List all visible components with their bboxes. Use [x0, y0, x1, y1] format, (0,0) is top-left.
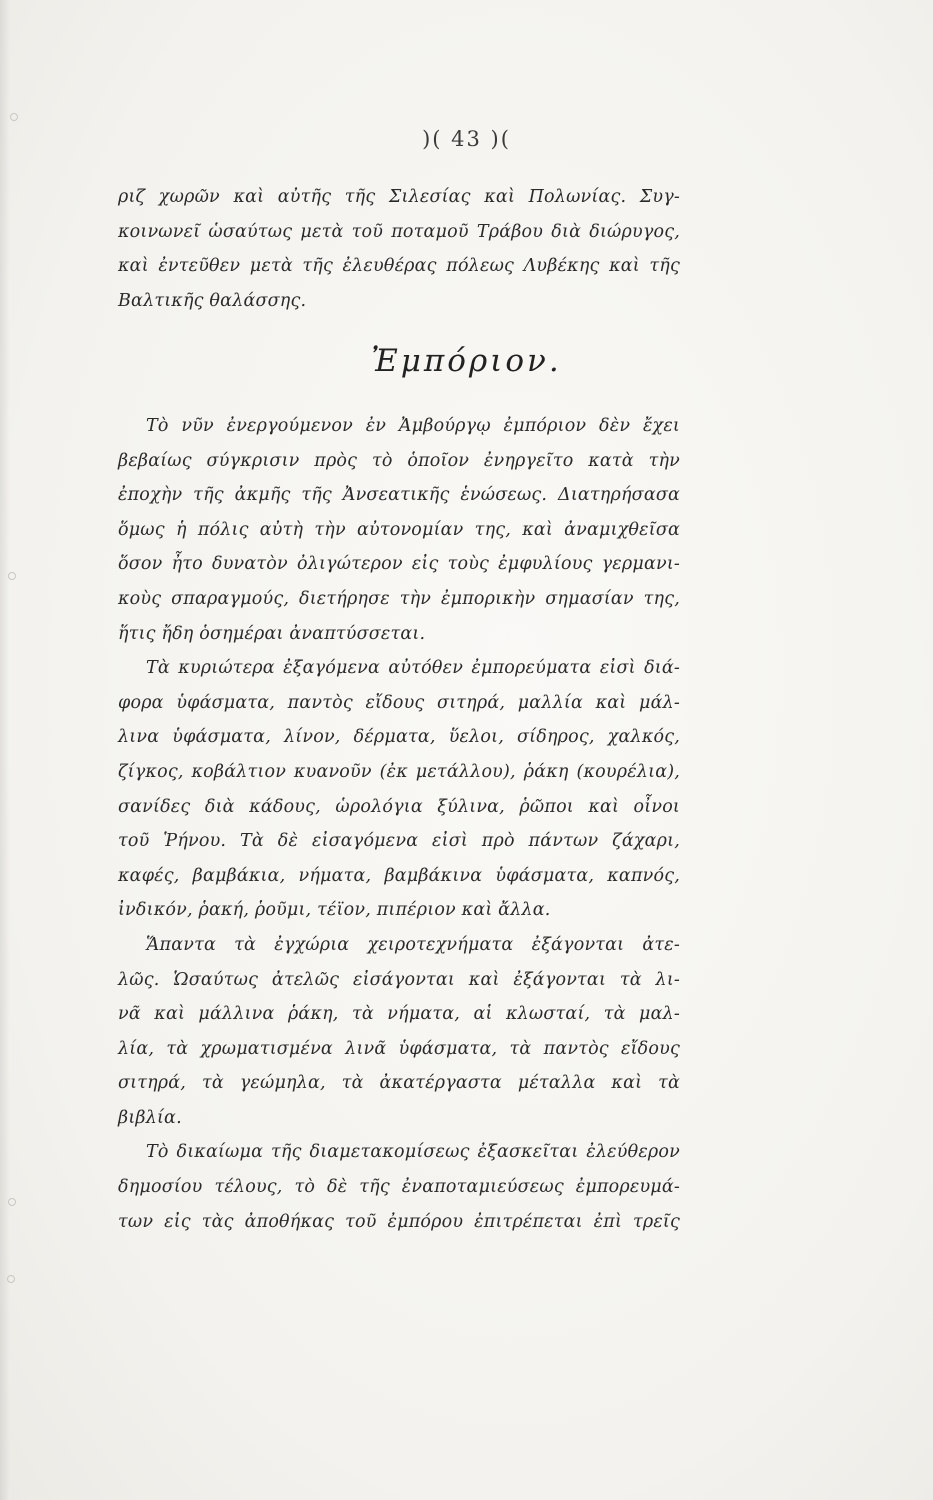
text-line: βιβλία.	[118, 1107, 182, 1128]
binding-hole	[10, 113, 18, 121]
text-line: ἐποχὴν τῆς ἀκμῆς τῆς Ἀνσεατικῆς ἑνώσεως. Διατηρήσασα	[118, 485, 680, 506]
text-line: ἥτις ἤδη ὁσημέραι ἀναπτύσσεται.	[118, 623, 426, 644]
text-line: λία, τὰ χρωματισμένα λινᾶ ὑφάσματα, τὰ παντὸς εἴδους	[118, 1038, 680, 1059]
paragraph-commerce	[118, 409, 680, 1239]
text-line: των εἰς τὰς ἀποθήκας τοῦ ἐμπόρου ἐπιτρέπεται ἐπὶ τρεῖς	[118, 1211, 680, 1232]
page-number: )( 43 )(	[422, 127, 511, 151]
text-line: φορα ὑφάσματα, παντὸς εἴδους σιτηρά, μαλλία καὶ μάλ-	[118, 692, 680, 713]
text-line: βεβαίως σύγκρισιν πρὸς τὸ ὁποῖον ἐνηργεῖτο κατὰ τὴν	[118, 450, 680, 471]
text-line: κοινωνεῖ ὡσαύτως μετὰ τοῦ ποταμοῦ Τράβου διὰ διώρυγος,	[118, 221, 680, 242]
text-line: νᾶ καὶ μάλλινα ῥάκη, τὰ νήματα, αἱ κλωσταί, τὰ μαλ-	[118, 1004, 680, 1025]
text-line: δημοσίου τέλους, τὸ δὲ τῆς ἐναποταμιεύσεως ἐμπορευμά-	[118, 1177, 680, 1198]
paragraph-intro	[118, 180, 680, 318]
text-line: ριζ χωρῶν καὶ αὐτῆς τῆς Σιλεσίας καὶ Πολωνίας. Συγ-	[118, 187, 680, 207]
text-line: Τὸ δικαίωμα τῆς διαμετακομίσεως ἐξασκεῖται ἐλεύθερον	[146, 1142, 680, 1163]
binding-hole	[8, 1198, 16, 1206]
text-line: ἰνδικόν, ῥακή, ῥοῦμι, τέϊον, πιπέριον καὶ ἄλλα.	[118, 900, 551, 921]
text-line: Τὰ κυριώτερα ἐξαγόμενα αὐτόθεν ἐμπορεύματα εἰσὶ διά-	[146, 658, 680, 679]
text-line: καφές, βαμβάκια, νήματα, βαμβάκινα ὑφάσματα, καπνός,	[118, 865, 680, 886]
text-line: Βαλτικῆς θαλάσσης.	[118, 290, 307, 311]
text-line: λινα ὑφάσματα, λίνον, δέρματα, ὕελοι, σίδηρος, χαλκός,	[118, 727, 680, 748]
text-line: ὅσον ἦτο δυνατὸν ὀλιγώτερον εἰς τοὺς ἐμφυλίους γερμανι-	[118, 554, 680, 575]
section-heading: Ἐμπόριον.	[371, 343, 562, 379]
text-line: τοῦ Ῥήνου. Τὰ δὲ εἰσαγόμενα εἰσὶ πρὸ πάντων ζάχαρι,	[118, 831, 680, 852]
text-line: ζίγκος, κοβάλτιον κυανοῦν (ἐκ μετάλλου), ῥάκη (κουρέλια),	[118, 761, 680, 782]
text-line: Τὸ νῦν ἐνεργούμενον ἐν Ἀμβούργῳ ἐμπόριον δὲν ἔχει	[146, 416, 680, 436]
text-line: λῶς. Ὡσαύτως ἀτελῶς εἰσάγονται καὶ ἐξάγονται τὰ λι-	[118, 969, 680, 990]
text-line: σιτηρά, τὰ γεώμηλα, τὰ ἀκατέργαστα μέταλλα καὶ τὰ	[118, 1073, 680, 1094]
text-line: κοὺς σπαραγμούς, διετήρησε τὴν ἐμπορικὴν σημασίαν της,	[118, 588, 680, 609]
binding-hole	[7, 1275, 15, 1283]
text-line: Ἅπαντα τὰ ἐγχώρια χειροτεχνήματα ἐξάγονται ἀτε-	[146, 934, 680, 955]
text-line: καὶ ἐντεῦθεν μετὰ τῆς ἐλευθέρας πόλεως Λυβέκης καὶ τῆς	[118, 256, 680, 277]
text-line: ὅμως ἡ πόλις αὐτὴ τὴν αὐτονομίαν της, καὶ ἀναμιχθεῖσα	[118, 519, 680, 540]
text-line: σανίδες διὰ κάδους, ὡρολόγια ξύλινα, ῥῶποι καὶ οἶνοι	[118, 796, 680, 817]
binding-hole	[8, 572, 16, 580]
